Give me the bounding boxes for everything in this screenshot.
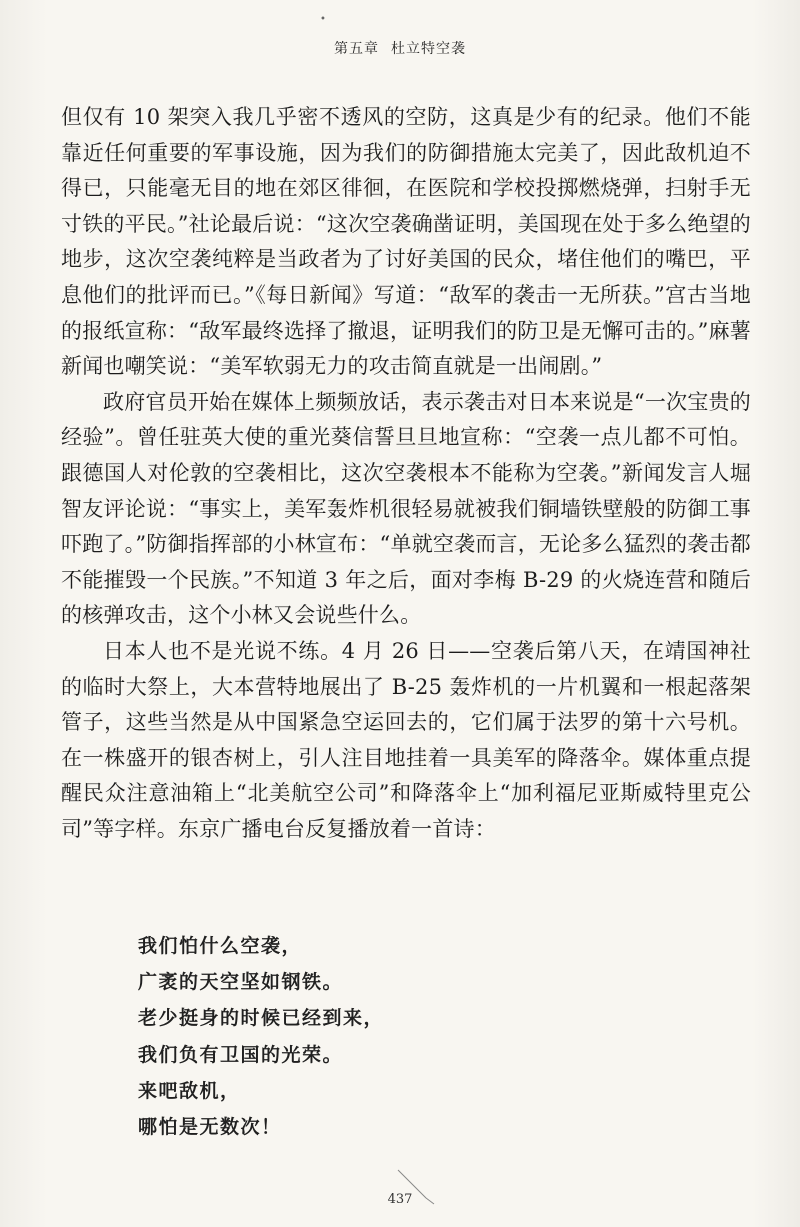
paragraph-1: 但仅有 10 架突入我几乎密不透风的空防，这真是少有的纪录。他们不能靠近任何重要的军事设施，因为我们的防御措施太完美了，因此敌机迫不得已，只能毫无目的地在郊区徘徊，在医院和学校投掷燃烧弹，扫射手无寸铁的平民。”社论最后说：“这次空袭确凿证明，美国现在处于多么绝望的地步，这次空袭纯粹是当政者为了讨好美国的民众，堵住他们的嘴巴，平息他们的批评而已。”《每日新闻》写道：“敌军的袭击一无所获。”宫古当地的报纸宣称：“敌军最终选择了撤退，证明我们的防卫是无懈可击的。”麻薯新闻也嘲笑说：“美军软弱无力的攻击简直就是一出闹剧。” (61, 105, 751, 379)
paragraph-2: 政府官员开始在媒体上频频放话，表示袭击对日本来说是“一次宝贵的经验”。曾任驻英大使的重光葵信誓旦旦地宣称：“空袭一点儿都不可怕。跟德国人对伦敦的空袭相比，这次空袭根本不能称为空袭。”新闻发言人堀智友评论说：“事实上，美军轰炸机很轻易就被我们铜墙铁壁般的防御工事吓跑了。”防御指挥部的小林宣布：“单就空袭而言，无论多么猛烈的袭击都不能摧毁一个民族。”不知道 3 年之后，面对李梅 B-29 的火烧连营和随后的核弹攻击，这个小林又会说些什么。 (61, 389, 751, 628)
poem-line: 来吧敌机， (138, 1079, 241, 1102)
chapter-title: 杜立特空袭 (391, 41, 466, 57)
header-dot: • (320, 14, 326, 25)
poem-line: 我们怕什么空袭， (138, 935, 303, 957)
body-text (61, 100, 751, 847)
page-number: 437 (387, 1192, 413, 1207)
poem-line: 广袤的天空坚如钢铁。 (138, 971, 344, 994)
chapter-number: 第五章 (334, 41, 379, 57)
paragraph-3: 日本人也不是光说不练。4 月 26 日——空袭后第八天，在靖国神社的临时大祭上，大本营特地展出了 B-25 轰炸机的一片机翼和一根起落架管子，这些当然是从中国紧急空运回去的，它们属于法罗的第十六号机。在一株盛开的银杏树上，引人注目地挂着一具美军的降落伞。媒体重点提醒民众注意油箱上“北美航空公司”和降落伞上“加利福尼亚斯威特里克公司”等字样。东京广播电台反复播放着一首诗： (61, 638, 751, 841)
poem-block (138, 928, 638, 1145)
poem-line: 我们负有卫国的光荣。 (138, 1043, 344, 1066)
poem-line: 老少挺身的时候已经到来， (138, 1007, 385, 1030)
running-header (0, 38, 800, 58)
poem-line: 哪怕是无数次！ (138, 1116, 282, 1139)
